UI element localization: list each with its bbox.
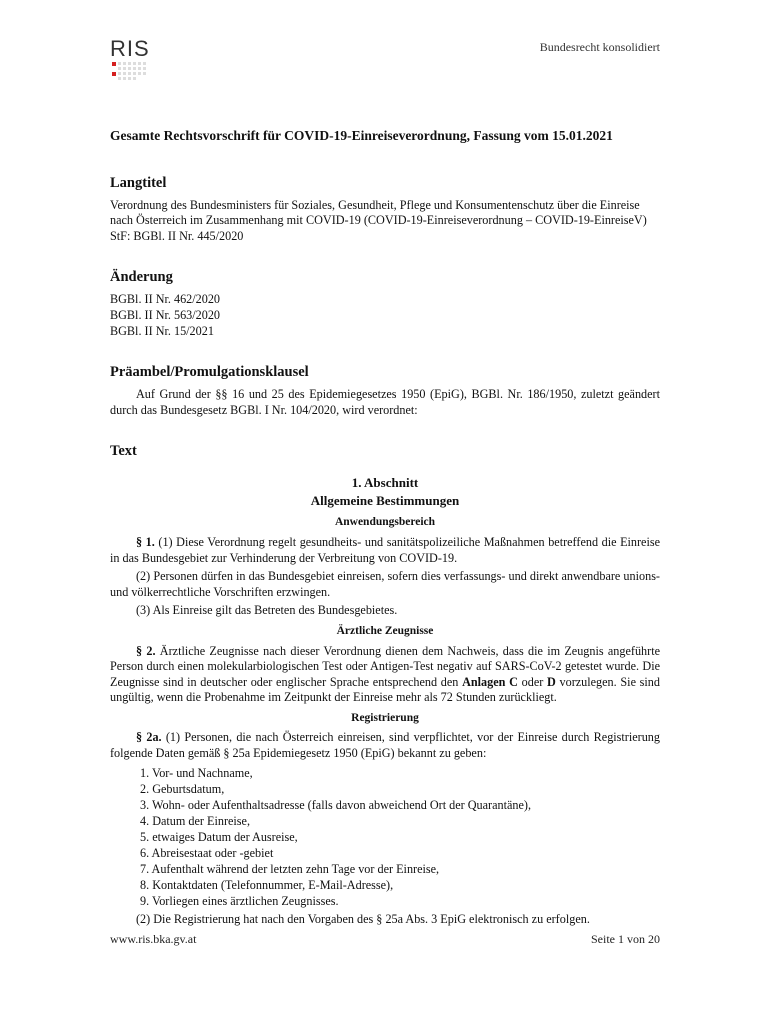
paragraph-text: (1) Diese Verordnung regelt gesundheits- und sanitätspolizeiliche Maßnahmen betreffend die Einreise in das Bundesgebiet zur Verhinderung der Verbreitung von COVID-19. — [110, 534, 661, 565]
paragraph-1-3: (3) Als Einreise gilt das Betreten des Bundesgebietes. — [136, 603, 398, 618]
anwendungsbereich-heading: Anwendungsbereich — [334, 516, 436, 529]
list-item: 9. Vorliegen eines ärztlichen Zeugnisses. — [140, 893, 339, 908]
anlage-c-ref: Anlagen C — [462, 674, 518, 689]
abschnitt-number: 1. Abschnitt — [351, 475, 419, 491]
registrierung-heading: Registrierung — [351, 711, 419, 724]
paragraph-2a-1 — [110, 730, 660, 761]
langtitel-line: Verordnung des Bundesministers für Soziales, Gesundheit, Pflege und Konsumentenschutz über die Einreise nach Österreich im Zusammenhang mit COVID-19 (COVID-19-Einreiseverordnung – COVID-19-EinreiseV) — [110, 197, 647, 228]
aenderung-line: BGBl. II Nr. 563/2020 — [110, 307, 221, 322]
ris-logo — [110, 38, 170, 80]
paragraph-1-2: (2) Personen dürfen in das Bundesgebiet einreisen, sofern dies verfassungs- und direkt anwendbare unions- und völkerrechtliche Vorschriften erzwingen. — [110, 569, 660, 599]
list-item: 4. Datum der Einreise, — [140, 813, 250, 828]
abschnitt-title: Allgemeine Bestimmungen — [310, 493, 460, 509]
list-item: 7. Aufenthalt während der letzten zehn Tage vor der Einreise, — [140, 861, 440, 876]
document-body — [110, 128, 660, 930]
paragraph-text: vorzulegen. Sie sind ungültig, wenn die Probenahme im Zeitpunkt der Einreise mehr als 72 Stunden zurückliegt. — [110, 674, 660, 705]
praeambel-heading: Präambel/Promulgationsklausel — [110, 364, 309, 381]
paragraph-2 — [110, 644, 660, 706]
zeugnisse-heading: Ärztliche Zeugnisse — [336, 624, 434, 637]
list-item: 3. Wohn- oder Aufenthaltsadresse (falls davon abweichend Ort der Quarantäne), — [140, 797, 532, 812]
aenderung-heading: Änderung — [110, 269, 173, 286]
paragraph-1-1 — [110, 535, 660, 566]
langtitel-section — [110, 174, 660, 245]
paragraph-text: oder — [517, 674, 547, 689]
paragraph-text: (1) Personen, die nach Österreich einreisen, sind verpflichtet, vor der Einreise durch Registrierung folgende Daten gemäß § 25a Epidemiegesetz 1950 (EpiG) bekannt zu geben: — [110, 730, 660, 761]
text-heading: Text — [110, 443, 137, 460]
list-item: 8. Kontaktdaten (Telefonnummer, E-Mail-Adresse), — [140, 877, 394, 892]
aenderung-line: BGBl. II Nr. 15/2021 — [110, 323, 214, 338]
praeambel-section — [110, 363, 660, 418]
document-title: Gesamte Rechtsvorschrift für COVID-19-Einreiseverordnung, Fassung vom 15.01.2021 — [110, 128, 613, 143]
paragraph-number: § 1. — [136, 534, 155, 549]
text-section — [110, 442, 660, 927]
aenderung-section — [110, 268, 660, 339]
anlage-d-ref: D — [547, 674, 556, 689]
paragraph-text: Ärztliche Zeugnisse nach dieser Verordnung dienen dem Nachweis, dass die im Zeugnis angeführte Person durch einen molekularbiologischen Test oder Antigen-Test negativ auf SARS-CoV-2 getestet wurde. Die Zeugnisse sind in deutscher oder englischer Sprache entsprechend den — [110, 643, 660, 689]
list-item: 1. Vor- und Nachname, — [140, 765, 253, 780]
paragraph-number: § 2. — [136, 643, 156, 658]
source-label: Bundesrecht konsolidiert — [539, 40, 660, 54]
list-item: 2. Geburtsdatum, — [140, 781, 225, 796]
paragraph-2a-2: (2) Die Registrierung hat nach den Vorgaben des § 25a Abs. 3 EpiG elektronisch zu erfolgen. — [136, 911, 590, 926]
logo-text: RIS — [110, 36, 150, 61]
footer-url: www.ris.bka.gv.at — [110, 932, 197, 946]
page-number: Seite 1 von 20 — [591, 932, 660, 946]
langtitel-heading: Langtitel — [110, 174, 167, 191]
paragraph-number: § 2a. — [136, 730, 162, 745]
logo-grid-icon — [112, 62, 148, 80]
praeambel-text: Auf Grund der §§ 16 und 25 des Epidemiegesetzes 1950 (EpiG), BGBl. Nr. 186/1950, zuletzt geändert durch das Bundesgesetz BGBl. I Nr. 104/2020, wird verordnet: — [110, 387, 660, 417]
list-item: 6. Abreisestaat oder -gebiet — [140, 845, 274, 860]
registration-data-list — [110, 765, 660, 909]
aenderung-line: BGBl. II Nr. 462/2020 — [110, 292, 221, 307]
langtitel-line: StF: BGBl. II Nr. 445/2020 — [110, 228, 244, 243]
list-item: 5. etwaiges Datum der Ausreise, — [140, 829, 298, 844]
